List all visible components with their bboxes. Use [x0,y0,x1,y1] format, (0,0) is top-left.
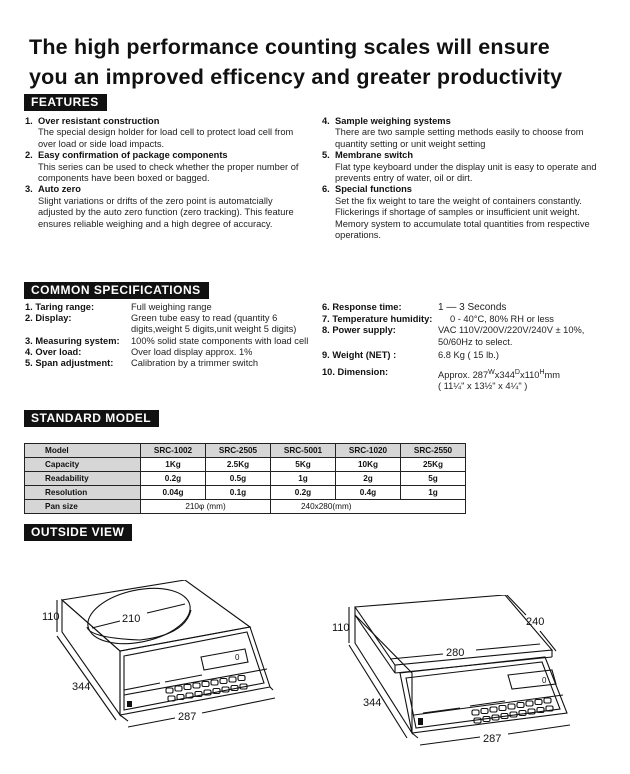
square-pan-scale-drawing [330,595,600,770]
readability-cell: 5g [401,472,466,486]
spec-value: Over load display approx. 1% [131,346,253,357]
feature-body: Memory system to accumulate total quantities from respective operations. [335,218,590,241]
headline-line-1: The high performance counting scales will ensure [29,35,550,59]
feature-number: 4. [322,116,330,126]
dimension-depth: x344 [494,370,515,381]
feature-body: Slight variations or drifts of the zero point is automatcially adjusted by the auto zero function (zero tracking). This feature ensures reliable weighing and a high degree of accuracy. [38,195,294,229]
capacity-cell: 2.5Kg [206,458,271,472]
feature-body: Flat type keyboard under the display unit is easy to operate and prevents entry of water, oil or dirt. [335,161,597,184]
specs-right-column [322,302,612,393]
headline [29,32,619,92]
feature-body: Set the fix weight to tare the weight of containers constantly. [335,195,582,206]
display-digit: 0 [542,676,547,685]
model-cell: SRC-2550 [401,444,466,458]
spec-value: 100% solid state components with load cell [131,335,309,346]
display-digit: 0 [235,653,240,662]
spec-row [25,336,310,347]
feature-item [322,184,602,241]
spec-row [25,302,310,313]
diameter-dimension-line [92,621,120,628]
spec-value: Full weighing range [131,302,212,312]
pan-diameter-label: 210 [122,613,141,625]
spec-value: 6.8 Kg ( 15 lb.) [438,349,499,360]
feature-title: Special functions [335,184,412,195]
depth-dimension-line [57,636,116,720]
width-dimension-line [420,737,480,745]
spec-key: 4. Over load: [25,346,82,357]
model-cell: SRC-5001 [271,444,336,458]
feature-title: Auto zero [38,184,81,195]
spec-row [322,367,612,393]
feature-item [25,184,300,230]
resolution-cell: 0.1g [206,486,271,500]
readability-cell: 0.5g [206,472,271,486]
feature-body: There are two sample setting methods easily to choose from quantity setting or unit weight setting [335,127,584,149]
width-label: 287 [178,711,197,723]
feature-body: This series can be used to check whether the proper number of components have been boxed or bagged. [38,161,299,184]
spec-key: 5. Span adjustment: [25,358,114,369]
spec-key: 9. Weight (NET) : [322,349,397,360]
feature-number: 3. [25,184,33,195]
readability-cell: 1g [271,472,336,486]
row-header: Pan size [25,500,141,514]
scale-left-side [62,600,120,715]
features-heading: FEATURES [24,94,107,111]
spec-value: 0 - 40°C, 80% RH or less [450,314,554,325]
feature-title: Membrane switch [335,150,414,161]
table-row [25,444,466,458]
feature-item [25,150,300,184]
spec-key: 10. Dimension: [322,367,389,378]
width-label: 287 [483,733,502,745]
spec-row [322,350,612,361]
row-header: Resolution [25,486,141,500]
feature-item [322,150,602,184]
row-header: Model [25,444,141,458]
dimension-sup-d: D [514,369,520,377]
readability-cell: 0.2g [141,472,206,486]
spec-key: 3. Measuring system: [25,335,120,346]
spec-row [322,325,612,347]
feature-body: Flickerings if shortage of samples or insufficient unit weight. [335,207,580,218]
model-cell: SRC-1002 [141,444,206,458]
dimension-prefix: Approx. 287 [438,370,489,381]
dimension-unit: mm [544,370,561,381]
spec-value: Calibration by a trimmer switch [131,358,259,369]
row-header: Readability [25,472,141,486]
spec-key: 8. Power supply: [322,325,396,336]
feature-number: 2. [25,150,33,161]
spec-key: 1. Taring range: [25,302,95,312]
standard-model-heading: STANDARD MODEL [24,410,159,427]
feature-number: 5. [322,150,330,161]
pan-depth-label: 240 [526,616,545,628]
spec-row [25,313,310,335]
height-label: 110 [332,622,350,634]
spec-value: Green tube easy to read (quantity 6 digits,weight 5 digits,unit weight 5 digits) [131,313,297,335]
table-row [25,486,466,500]
spec-value [438,367,612,393]
readability-cell: 2g [336,472,401,486]
resolution-cell: 0.04g [141,486,206,500]
model-cell: SRC-1020 [336,444,401,458]
spec-key: 2. Display: [25,313,72,324]
logo-mark [418,718,423,725]
display-window [201,649,248,670]
capacity-cell: 1Kg [141,458,206,472]
standard-model-table [24,443,466,514]
specifications-heading: COMMON SPECIFICATIONS [24,282,209,299]
pan-width-label: 280 [446,647,465,659]
feature-title: Easy confirmation of package components [38,150,228,161]
pan-size-cell: 210φ (mm) [141,500,271,514]
table-row [25,500,466,514]
height-label: 110 [42,611,60,623]
logo-mark [127,701,132,707]
pan-width-dimension-line [390,654,443,659]
round-pan-scale-drawing [20,580,290,770]
spec-key: 7. Temperature humidity: [322,314,433,325]
feature-body: The special design holder for load cell to protect load cell from over load or side load impacts. [38,127,294,149]
pan-size-cell: 240x280(mm) [271,500,466,514]
resolution-cell: 0.2g [271,486,336,500]
resolution-cell: 0.4g [336,486,401,500]
feature-item [25,116,300,150]
depth-label: 344 [363,697,382,709]
table-row [25,472,466,486]
resolution-cell: 1g [401,486,466,500]
feature-item [322,116,602,150]
capacity-cell: 25Kg [401,458,466,472]
spec-row [25,347,310,358]
dimension-height: x110 [519,370,540,381]
outside-view-heading: OUTSIDE VIEW [24,524,132,541]
spec-value: 1 — 3 Seconds [438,302,507,313]
dimension-inches: ( 11¼" x 13½" x 4¼" ) [438,381,528,392]
feature-number: 1. [25,116,33,126]
feature-number: 6. [322,184,330,195]
headline-line-2: you an improved efficency and greater productivity [29,65,563,89]
features-right-column [322,116,602,241]
dimension-sup-w: W [488,369,495,377]
features-left-column [25,116,300,230]
width-dimension-line [128,718,175,727]
table-row [25,458,466,472]
spec-value: VAC 110V/200V/220V/240V ± 10%, 50/60Hz to select. [438,325,585,347]
capacity-cell: 5Kg [271,458,336,472]
spec-key: 6. Response time: [322,302,402,312]
model-cell: SRC-2505 [206,444,271,458]
spec-row [25,358,310,369]
scale-left-side [355,615,412,733]
dimension-sup-h: H [539,369,545,377]
depth-label: 344 [72,681,91,693]
spec-row [322,314,612,325]
capacity-cell: 10Kg [336,458,401,472]
row-header: Capacity [25,458,141,472]
spec-row [322,302,612,313]
specs-left-column [25,302,310,369]
feature-title: Sample weighing systems [335,116,451,126]
feature-title: Over resistant construction [38,116,160,126]
